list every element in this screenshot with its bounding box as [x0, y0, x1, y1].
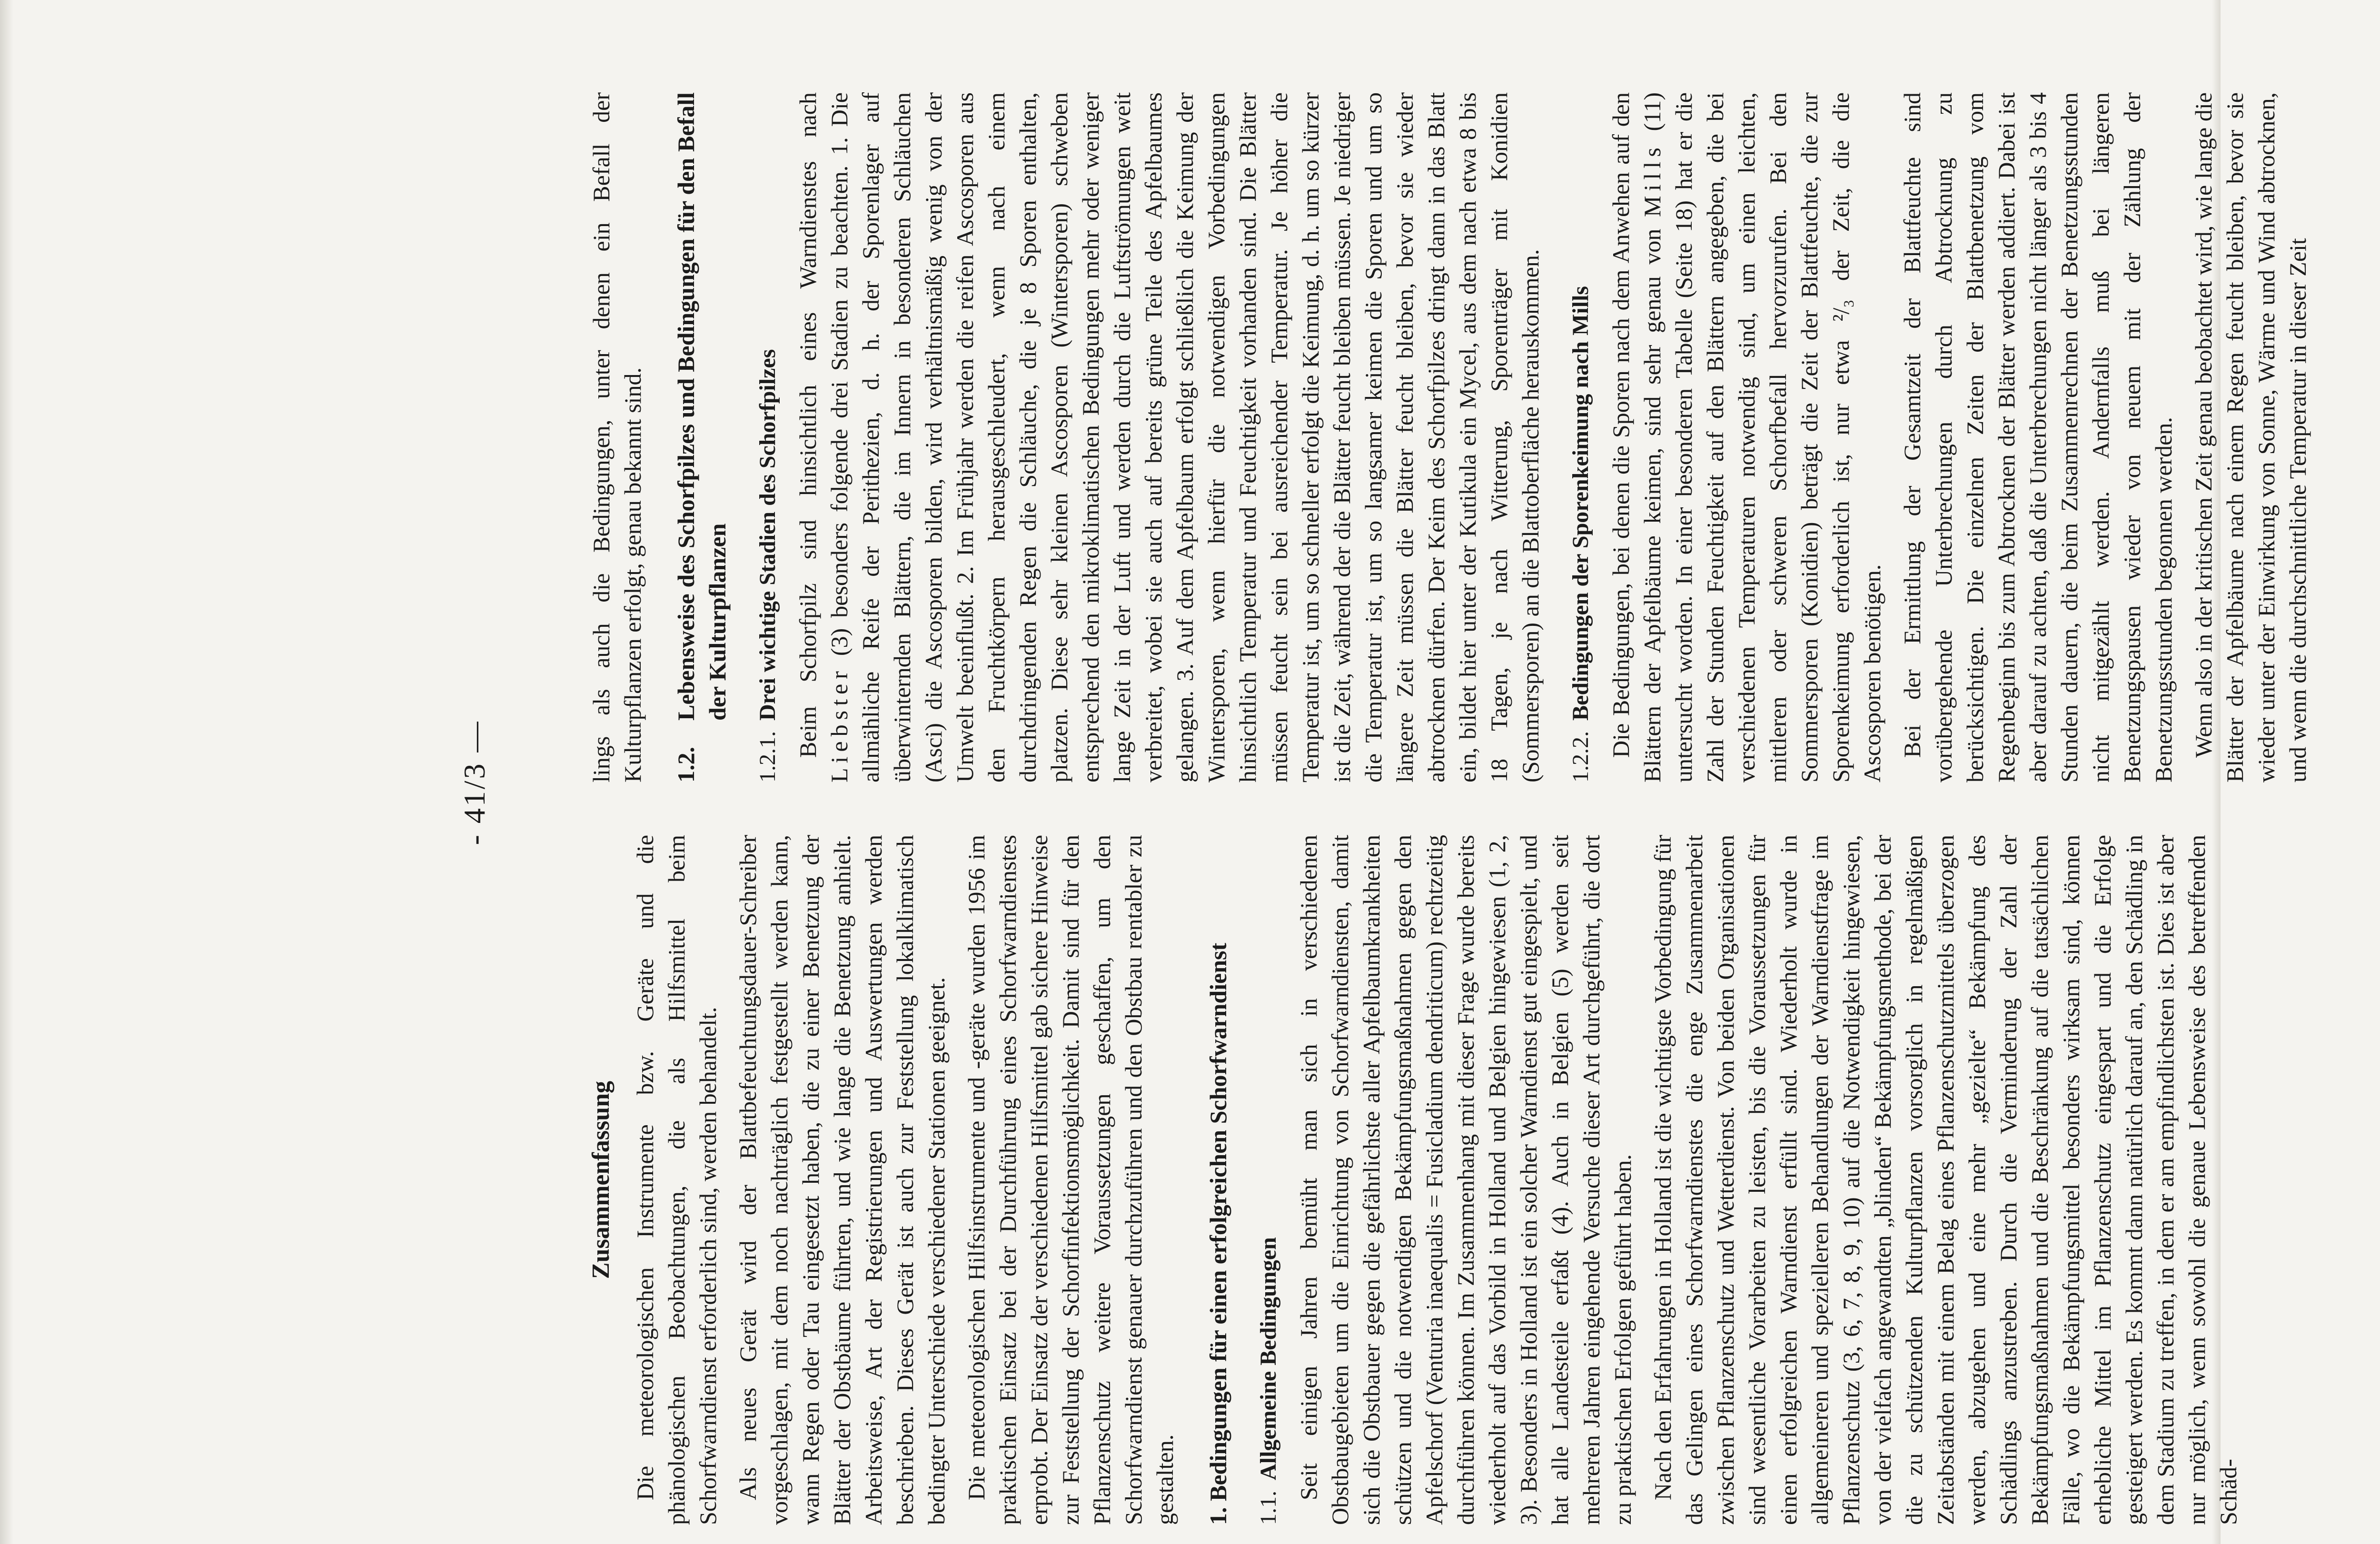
section-1-2-heading: [670, 92, 733, 782]
subsection-1-1-number: 1.1.: [1256, 1491, 1281, 1525]
subsection-1-1-heading: [1253, 835, 1284, 1525]
paragraph-text-start: Beim Schorfpilz sind hinsichtlich eines Warndienstes nach: [794, 92, 821, 758]
section-1-title: 1. Bedingungen für einen erfolgreichen Schorfwarndienst: [1205, 942, 1231, 1525]
right-column: [585, 92, 2322, 782]
summary-paragraph-2: Als neues Gerät wird der Blattbefeuchtungsdauer-Schreiber vorgeschlagen, mit dem noch nachträglich festgestellt werden kann, wann Regen oder Tau eingesetzt haben, die zu einer Benetzung der Blätter der Obstbäume führten, und wie lange die Benetzung anhielt. Arbeitsweise, Art der Registrierungen und Auswertungen werden beschrieben. Dieses Gerät ist auch zur Feststellung lokalklimatisch bedingter Unterschiede verschiedener Stationen geeignet.: [734, 835, 950, 1525]
author-name-liebster: Liebster: [826, 666, 853, 782]
continued-paragraph: lings als auch die Bedingungen, unter denen ein Befall der Kulturpflanzen erfolgt, genau bekannt sind.: [588, 92, 646, 782]
section-1-2-1-paragraph: [792, 92, 1546, 782]
left-column: [585, 835, 2252, 1525]
subsection-1-2-2-heading: [1565, 92, 1597, 782]
subsection-1-2-1-title: Drei wichtige Stadien des Schorfpilzes: [755, 349, 780, 721]
author-name-mills: Mills: [1639, 143, 1666, 217]
page-number: - 41/3 —: [457, 720, 491, 845]
summary-heading: Zusammenfassung: [587, 1080, 615, 1279]
section-1-2-title: Lebensweise des Schorfpilzes und Bedingungen für den Befall der Kulturpflanzen: [673, 92, 731, 721]
paragraph-text-end: (3) besonders folgende drei Stadien zu beachten. 1. Die allmähliche Reife der Perithezien, d. h. der Sporenlager auf überwinternden Blättern, die im Innern in besonderen Schläuchen (Asci) die Ascosporen bilden, wird verhältnismäßig wenig von der Umwelt beeinflußt. 2. Im Frühjahr werden die reifen Ascosporen aus den Fruchtkörpern herausgeschleudert, wenn nach einem durchdringenden Regen die Schläuche, die je 8 Sporen enthalten, platzen. Diese sehr kleinen Ascosporen (Wintersporen) schweben entsprechend den mikroklimatischen Bedingungen mehr oder weniger lange Zeit in der Luft und werden durch die Luftströmungen weit verbreitet, wobei sie auch auf bereits grüne Teile des Apfelbaumes gelangen. 3. Auf dem Apfelbaum erfolgt schließlich die Keimung der Wintersporen, wenn hierfür die notwendigen Vorbedingungen hinsichtlich Temperatur und Feuchtigkeit vorhanden sind. Die Blätter müssen feucht sein bei ausreichender Temperatur. Je höher die Temperatur ist, um so schneller erfolgt die Keimung, d. h. um so kürzer ist die Zeit, während der die Blätter feucht bleiben müssen. Je niedriger die Temperatur ist, um so langsamer keimen die Sporen und um so längere Zeit müssen die Blätter feucht bleiben, bevor sie wieder abtrocknen dürfen. Der Keim des Schorfpilzes dringt dann in das Blatt ein, bildet hier unter der Kutikula ein Mycel, aus dem nach etwa 8 bis 18 Tagen, je nach Witterung, Sporenträger mit Konidien (Sommersporen) an die Blattoberfläche herauskommen.: [826, 92, 1544, 782]
section-1-1-paragraph-2: Nach den Erfahrungen in Holland ist die wichtigste Vorbedingung für das Gelingen eines Schorfwarndienstes die enge Zusammenarbeit zwischen Pflanzenschutz und Wetterdienst. Von beiden Organisationen sind wesentliche Vorarbeiten zu leisten, bis die Voraussetzungen für einen erfolgreichen Warndienst erfüllt sind. Wiederholt wurde in allgemeineren und spezielleren Behandlungen der Warndienstfrage im Pflanzenschutz (3, 6, 7, 8, 9, 10) auf die Notwendigkeit hingewiesen, von der vielfach angewandten „blinden“ Bekämpfungsmethode, bei der die zu schützenden Kulturpflanzen vorsorglich in regelmäßigen Zeitabständen mit einem Belag eines Pflanzenschutzmittels überzogen werden, abzugehen und eine mehr „gezielte“ Bekämpfung des Schädlings anzustreben. Durch die Verminderung der Zahl der Bekämpfungsmaßnahmen und die Beschränkung auf die tatsächlichen Fälle, wo die Bekämpfungsmittel besonders wirksam sind, können erhebliche Mittel im Pflanzenschutz eingespart und die Erfolge gesteigert werden. Es kommt dann natürlich darauf an, den Schädling in dem Stadium zu treffen, in dem er am empfindlichsten ist. Dies ist aber nur möglich, wenn sowohl die genaue Lebensweise des betreffenden Schäd-: [1649, 835, 2241, 1525]
section-1-2-2-paragraph-3: Wenn also in der kritischen Zeit genau beobachtet wird, wie lange die Blätter der Apfelbäume nach einem Regen feucht bleiben, bevor sie wieder unter der Einwirkung von Sonne, Wärme und Wind abtrocknen, und wenn die durchschnittliche Temperatur in dieser Zeit: [2190, 92, 2311, 782]
section-1-2-2-paragraph-2: Bei der Ermittlung der Gesamtzeit der Blattfeuchte sind vorübergehende Unterbrechungen durch Abtrocknung zu berücksichtigen. Die einzelnen Zeiten der Blattbenetzung vom Regenbeginn bis zum Abtrocknen der Blätter werden addiert. Dabei ist aber darauf zu achten, daß die Unterbrechungen nicht länger als 3 bis 4 Stunden dauern, die beim Zusammenrechnen der Benetzungsstunden nicht mitgezählt werden. Andernfalls muß bei längeren Benetzungspausen wieder von neuem mit der Zählung der Benetzungsstunden begonnen werden.: [1899, 92, 2177, 782]
summary-paragraph-3: Die meteorologischen Hilfsinstrumente und -geräte wurden 1956 im praktischen Einsatz bei der Durchführung eines Schorfwarndienstes erprobt. Der Einsatz der verschiedenen Hilfsmittel gab sichere Hinweise zur Feststellung der Schorfinfektionsmöglichkeit. Damit sind für den Pflanzenschutz weitere Voraussetzungen geschaffen, um den Schorfwarndienst genauer durchzuführen und den Obstbau rentabler zu gestalten.: [963, 835, 1178, 1525]
subsection-1-2-2-number: 1.2.2.: [1568, 731, 1593, 782]
subsection-1-2-1-heading: [752, 92, 783, 782]
section-1-1-paragraph-1: Seit einigen Jahren bemüht man sich in verschiedenen Obstbaugebieten um die Einrichtung von Schorfwarndiensten, damit sich die Obstbauer gegen die gefährlichste aller Apfelbaumkrankheiten schützen und die notwendigen Bekämpfungsmaßnahmen gegen den Apfelschorf (Venturia inaequalis = Fusicladium dendriticum) rechtzeitig durchführen können. Im Zusammenhang mit dieser Frage wurde bereits wiederholt auf das Vorbild in Holland und Belgien hingewiesen (1, 2, 3). Besonders in Holland ist ein solcher Warndienst gut eingespielt, und hat alle Landesteile erfaßt (4). Auch in Belgien (5) werden seit mehreren Jahren eingehende Versuche dieser Art durchgeführt, die dort zu praktischen Erfolgen geführt haben.: [1295, 835, 1636, 1525]
subsection-1-2-2-title: Bedingungen der Sporenkeimung nach Mills: [1568, 286, 1593, 721]
scan-edge-left: [0, 0, 13, 1544]
summary-paragraph-1: Die meteorologischen Instrumente bzw. Geräte und die phänologischen Beobachtungen, die als Hilfsmittel beim Schorfwarndienst erforderlich sind, werden behandelt.: [632, 835, 721, 1525]
section-1-2-number: 1.2.: [673, 747, 699, 782]
paragraph-text-end: (11) untersucht worden. In einer besonderen Tabelle (Seite 18) hat er die Zahl der Stunden Feuchtigkeit auf den Blättern angegeben, die bei verschiedenen Temperaturen notwendig sind, um einen leichten, mittleren oder schweren Schorfbefall hervorzurufen. Bei den Sommersporen (Konidien) beträgt die Zeit der Blattfeuchte, die zur Sporenkeimung erforderlich ist, nur etwa ²/₃ der Zeit, die die Ascosporen benötigen.: [1639, 92, 1885, 782]
section-1-2-2-paragraph-1: [1605, 92, 1888, 782]
section-1-heading: [1202, 835, 1234, 1525]
subsection-1-1-title: Allgemeine Bedingungen: [1256, 1237, 1281, 1480]
subsection-1-2-1-number: 1.2.1.: [755, 731, 780, 782]
rotated-document-page: [338, 0, 2380, 1544]
paragraph-text-start: Die Bedingungen, bei denen die Sporen nach dem Anwehen auf den Blättern der Apfelbäume keimen, sind sehr genau von: [1607, 92, 1666, 782]
